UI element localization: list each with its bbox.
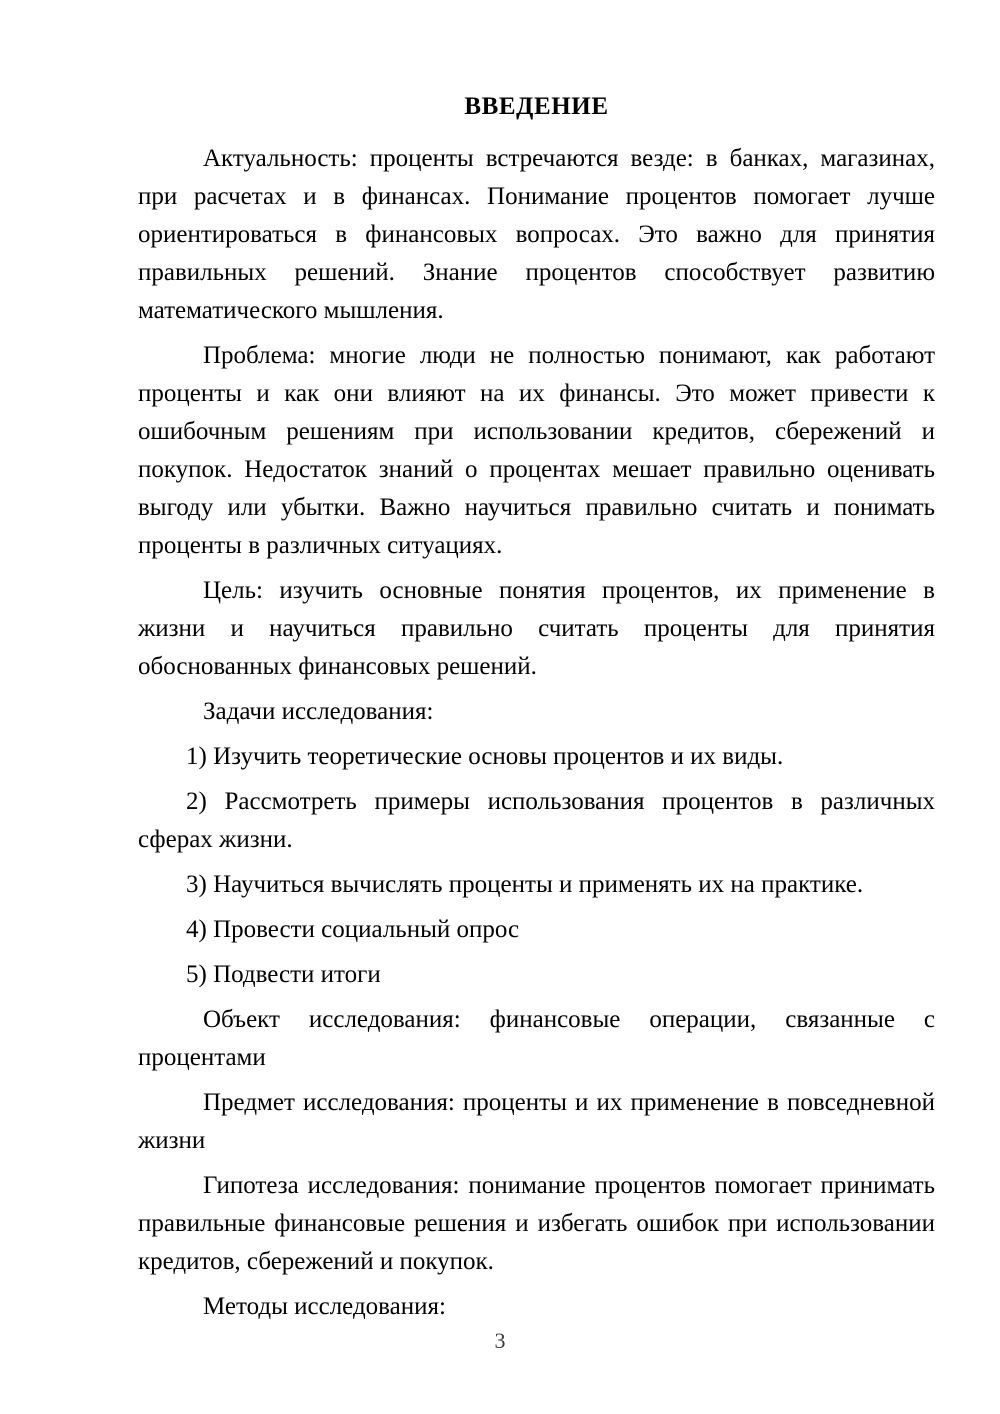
paragraph-hypothesis: Гипотеза исследования: понимание процентов помогает принимать правильные финансовые решения и избегать ошибок при использовании кредитов, сбережений и покупок. (138, 1172, 935, 1275)
list-item: 1) Изучить теоретические основы процентов и их виды. (186, 743, 784, 770)
list-item: 4) Провести социальный опрос (186, 916, 520, 943)
document-body (138, 92, 935, 1326)
tasks-heading: Задачи исследования: (203, 698, 434, 725)
list-item: 5) Подвести итоги (186, 961, 381, 988)
paragraph-object: Объект исследования: финансовые операции, связанные с процентами (138, 1006, 935, 1071)
list-item: 2) Рассмотреть примеры использования процентов в различных сферах жизни. (138, 788, 935, 853)
paragraph-subject: Предмет исследования: проценты и их применение в повседневной жизни (138, 1089, 935, 1154)
page-number: 3 (494, 1328, 506, 1353)
page-title: ВВЕДЕНИЕ (464, 93, 609, 120)
list-item: 3) Научиться вычислять проценты и применять их на практике. (186, 871, 864, 898)
paragraph-goal: Цель: изучить основные понятия процентов, их применение в жизни и научиться правильно считать проценты для принятия обоснованных финансовых решений. (138, 577, 935, 680)
methods-heading: Методы исследования: (203, 1293, 446, 1320)
paragraph-problem: Проблема: многие люди не полностью понимают, как работают проценты и как они влияют на их финансы. Это может привести к ошибочным решениям при использовании кредитов, сбережений и покупок. Недостаток знаний о процентах мешает правильно оценивать выгоду или убытки. Важно научиться правильно считать и понимать проценты в различных ситуациях. (138, 342, 935, 559)
paragraph-relevance: Актуальность: проценты встречаются везде: в банках, магазинах, при расчетах и в финансах. Понимание процентов помогает лучше ориентироваться в финансовых вопросах. Это важно для принятия правильных решений. Знание процентов способствует развитию математического мышления. (138, 145, 935, 324)
